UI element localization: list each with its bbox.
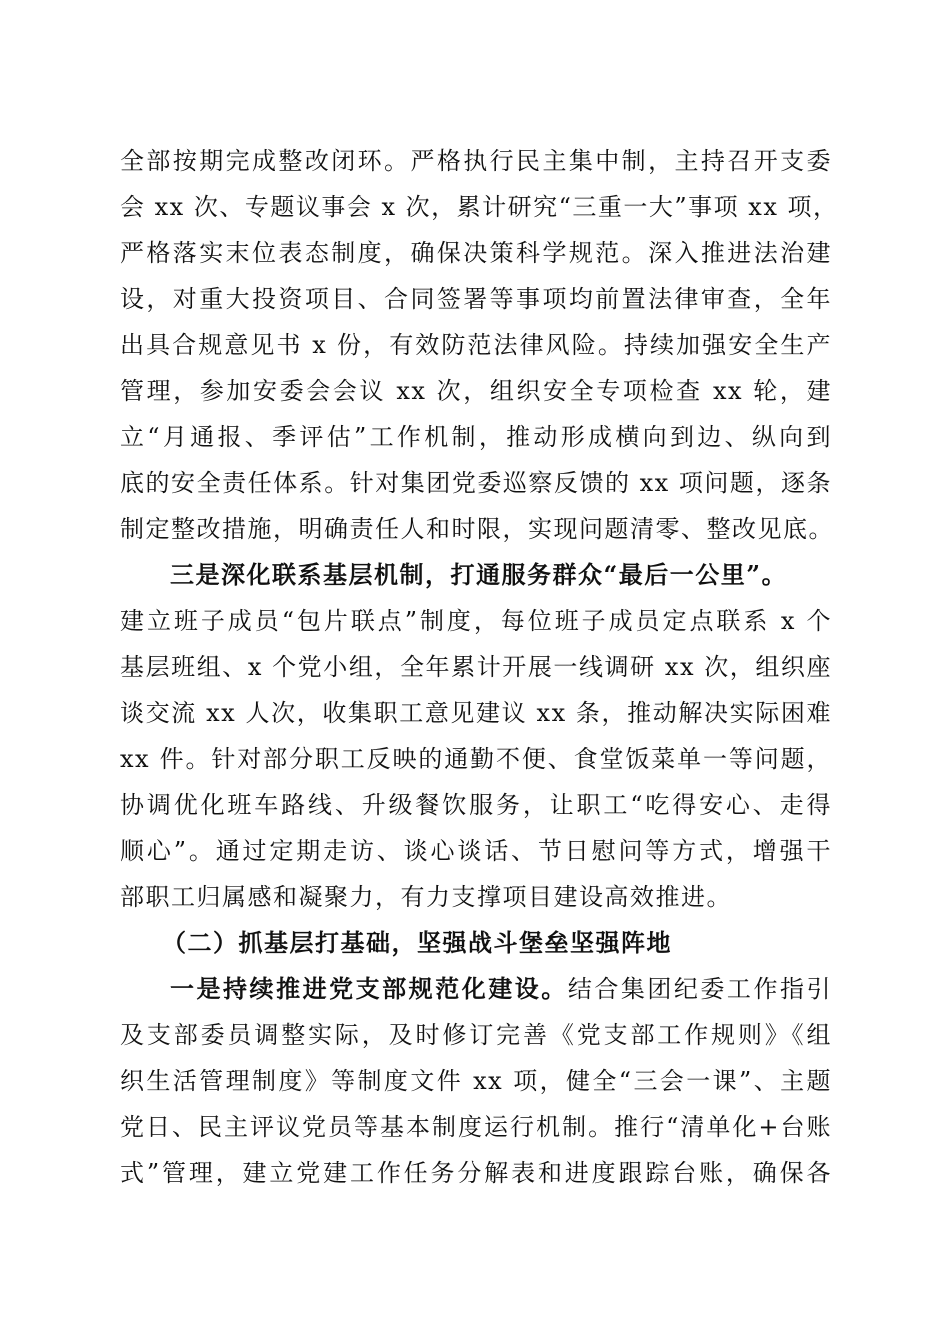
- paragraph-continued: [120, 138, 839, 552]
- text-line: 立“月通报、季评估”工作机制，推动形成横向到边、纵向到: [120, 423, 832, 451]
- text-line: xx 件。针对部分职工反映的通勤不便、食堂饭菜单一等问题，: [120, 745, 832, 773]
- text-line: 式”管理，建立党建工作任务分解表和进度跟踪台账，确保各: [120, 1159, 832, 1187]
- text-line: 谈交流 xx 人次，收集职工意见建议 xx 条，推动解决实际困难: [120, 699, 832, 727]
- text-line: 管理，参加安委会会议 xx 次，组织安全专项检查 xx 轮，建: [120, 377, 832, 405]
- text-line: 建立班子成员“包片联点”制度，每位班子成员定点联系 x 个: [120, 607, 832, 635]
- paragraph-lead-bold: 一是持续推进党支部规范化建设。: [170, 974, 568, 1003]
- text-line: 底的安全责任体系。针对集团党委巡察反馈的 xx 项问题，逐条: [120, 469, 832, 497]
- document-body: [120, 138, 839, 1196]
- text-line: 严格落实末位表态制度，确保决策科学规范。深入推进法治建: [120, 239, 832, 267]
- paragraph-lead-rest: 结合集团纪委工作指引: [567, 975, 832, 1003]
- text-line: 会 xx 次、专题议事会 x 次，累计研究“三重一大”事项 xx 项，: [120, 193, 839, 221]
- text-line: 出具合规意见书 x 份，有效防范法律风险。持续加强安全生产: [120, 331, 832, 359]
- text-line: 设，对重大投资项目、合同签署等事项均前置法律审查，全年: [120, 285, 832, 313]
- paragraph-grassroots-contact: [120, 552, 832, 920]
- paragraph-lead-sentence: [120, 966, 832, 1012]
- text-line: 基层班组、x 个党小组，全年累计开展一线调研 xx 次，组织座: [120, 653, 832, 681]
- paragraph-lead-sentence: 三是深化联系基层机制，打通服务群众“最后一公里”。: [170, 560, 788, 589]
- text-line: 织生活管理制度》等制度文件 xx 项，健全“三会一课”、主题: [120, 1067, 832, 1095]
- text-line: 制定整改措施，明确责任人和时限，实现问题清零、整改见底。: [120, 515, 834, 543]
- text-line: 顺心”。通过定期走访、谈心谈话、节日慰问等方式，增强干: [120, 837, 832, 865]
- text-line: 及支部委员调整实际，及时修订完善《党支部工作规则》《组: [120, 1021, 832, 1049]
- text-line: 党日、民主评议党员等基本制度运行机制。推行“清单化+台账: [120, 1113, 832, 1141]
- text-line: 部职工归属感和凝聚力，有力支撑项目建设高效推进。: [120, 883, 732, 911]
- paragraph-branch-standardization: [120, 966, 832, 1196]
- text-line: 全部按期完成整改闭环。严格执行民主集中制，主持召开支委: [120, 147, 832, 175]
- text-line: 协调优化班车路线、升级餐饮服务，让职工“吃得安心、走得: [120, 791, 832, 819]
- section-heading: （二）抓基层打基础，坚强战斗堡垒坚强阵地: [162, 928, 672, 957]
